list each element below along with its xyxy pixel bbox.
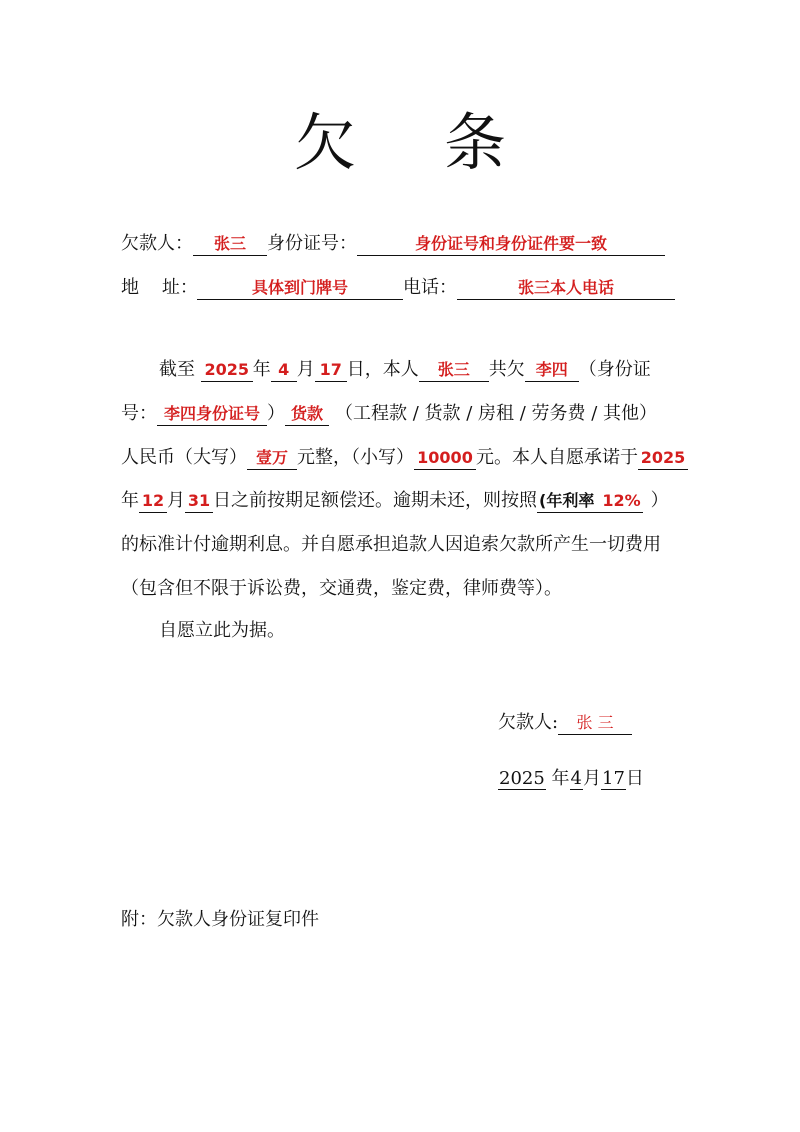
rmb-upper-label: 人民币（大写） [121,447,247,468]
address-field: 具体到门牌号 [197,277,403,300]
signature-name: 张 三 [558,712,632,735]
due-month-unit: 月 [167,490,185,511]
debtor-line [121,232,665,256]
phone-label: 电话： [403,277,457,298]
signature-label: 欠款人: [498,712,559,733]
sign-month: 4 [570,768,582,789]
debtor-label: 欠款人： [121,233,193,254]
day-text: 日，本人 [346,359,419,380]
year-unit: 年 [252,359,271,380]
title-char-2: 条 [444,106,507,179]
owe-text: 共欠 [488,359,525,380]
closing-statement: 自愿立此为据。 [159,620,285,641]
due-day: 31 [185,490,213,513]
body-line-3 [121,446,688,470]
debtor-inline: 张三 [419,359,489,382]
id-prefix-text: 号： [121,403,157,424]
body-line-2 [121,402,657,426]
id-open-text: （身份证 [578,359,651,380]
signature-line [498,711,632,735]
body-line-1 [159,358,651,382]
rate-close: ） [650,490,669,511]
id-label: 身份证号： [267,233,357,254]
debt-type: 货款 [285,403,329,426]
body-line-6: （包含但不限于诉讼费，交通费，鉴定费，律师费等）。 [121,578,562,599]
amount-upper: 壹万 [247,447,297,470]
month-unit: 月 [296,359,315,380]
sign-year: 2025 [499,768,545,789]
debtor-name-field: 张三 [193,233,267,256]
interest-rate-field [537,490,643,513]
rate-open: ( [539,491,547,510]
debt-type-options: （工程款 / 货款 / 房租 / 劳务费 / 其他） [335,403,658,424]
attachment-note: 附：欠款人身份证复印件 [121,909,319,930]
body-line-4 [121,489,669,513]
due-year-unit: 年 [121,490,139,511]
due-month: 12 [139,490,167,513]
sign-month-unit: 月 [583,768,601,789]
rate-label: 年利率 [546,491,595,510]
sign-day: 17 [602,768,625,789]
sign-year-unit: 年 [551,768,570,789]
amount-lower: 10000 [414,447,476,470]
rmb-lower-label: 元整，（小写） [297,447,414,468]
as-of-text: 截至 [159,359,195,380]
address-line [121,276,675,300]
promise-text: 元。本人自愿承诺于 [476,447,638,468]
creditor-name: 李四 [525,359,579,382]
rate-value: 12% [602,491,641,510]
date-year: 2025 [201,359,253,382]
date-month: 4 [271,359,297,382]
creditor-id-field: 李四身份证号 [157,403,267,426]
address-label: 地 址： [121,277,198,298]
phone-field: 张三本人电话 [457,277,675,300]
body-line-5: 的标准计付逾期利息。并自愿承担追款人因追索欠款所产生一切费用 [121,534,661,555]
signature-date [498,767,644,791]
id-close-text: ） [267,403,285,424]
sign-day-unit: 日 [625,768,644,789]
id-number-field: 身份证号和身份证件要一致 [357,233,665,256]
due-text: 日之前按期足额偿还。逾期未还，则按照 [213,490,537,511]
title-char-1: 欠 [293,106,356,179]
due-year: 2025 [638,447,688,470]
document-title [0,108,800,178]
date-day: 17 [315,359,347,382]
